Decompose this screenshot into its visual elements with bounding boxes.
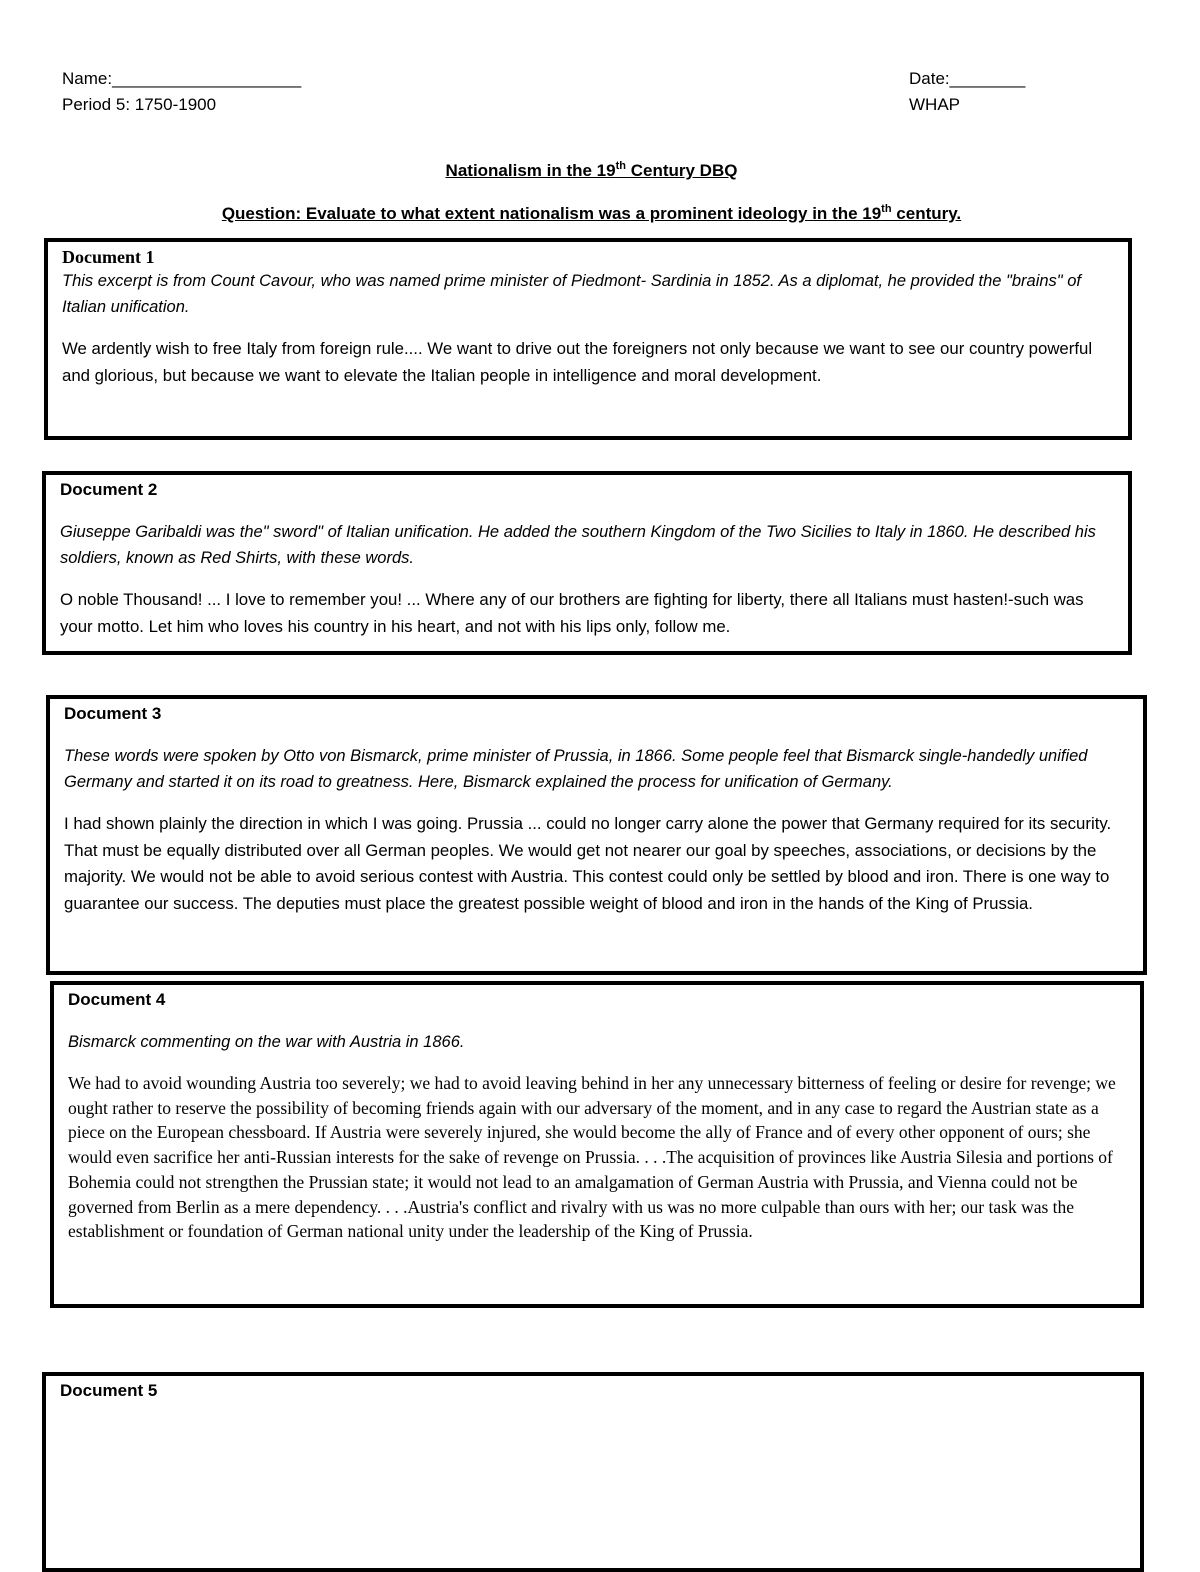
document-2-intro: Giuseppe Garibaldi was the" sword" of Italian unification. He added the southern Kingdom of the Two Sicilies to Italy in 1860. He described his soldiers, known as Red Shirts, with these words. — [60, 523, 1096, 567]
document-3-quote: I had shown plainly the direction in which I was going. Prussia ... could no longer carry alone the power that Germany required for its security. That must be equally distributed over all German peoples. We would get not nearer our goal by speeches, associations, or decisions by the majority. We would not be able to avoid serious contest with Austria. This contest could only be settled by blood and iron. There is one way to guarantee our success. The deputies must place the greatest possible weight of blood and iron in the hands of the King of Prussia. — [64, 814, 1112, 913]
document-2-label: Document 2 — [60, 480, 158, 499]
document-4-label: Document 4 — [68, 990, 166, 1009]
date-field-label: Date:________ — [909, 69, 1026, 88]
page-title: Nationalism in the 19th Century DBQ — [445, 160, 738, 180]
name-field-label: Name:____________________ — [62, 69, 302, 88]
document-3-intro: These words were spoken by Otto von Bismarck, prime minister of Prussia, in 1866. Some people feel that Bismarck single-handedly unified Germany and started it on its road to greatness. Here, Bismarck explained the process for unification of Germany. — [64, 747, 1088, 791]
header-right — [909, 66, 1025, 118]
document-1-box — [44, 238, 1132, 440]
document-5-label: Document 5 — [60, 1381, 158, 1400]
document-1-label: Document 1 — [62, 247, 155, 267]
document-1-intro: This excerpt is from Count Cavour, who was named prime minister of Piedmont- Sardinia in 1852. As a diplomat, he provided the "brains" of Italian unification. — [62, 272, 1082, 316]
document-1-quote: We ardently wish to free Italy from foreign rule.... We want to drive out the foreigners not only because we want to see our country powerful and glorious, but because we want to elevate the Italian people in intelligence and moral development. — [62, 339, 1093, 385]
document-4-intro: Bismarck commenting on the war with Austria in 1866. — [68, 1033, 465, 1051]
period-label: Period 5: 1750-1900 — [62, 95, 217, 114]
document-3-label: Document 3 — [64, 704, 162, 723]
question-prompt: Question: Evaluate to what extent nationalism was a prominent ideology in the 19th century. — [221, 203, 962, 223]
header-left — [62, 66, 301, 118]
course-label: WHAP — [909, 95, 960, 114]
document-4-quote: We had to avoid wounding Austria too severely; we had to avoid leaving behind in her any unnecessary bitterness of feeling or desire for revenge; we ought rather to reserve the possibility of becoming friends again with our adversary of the moment, and in any case to regard the Austrian state as a piece on the European chessboard. If Austria were severely injured, she would become the ally of France and of every other opponent of ours; she would even sacrifice her anti-Russian interests for the sake of revenge on Prussia. . . .The acquisition of provinces like Austria Silesia and portions of Bohemia could not strengthen the Prussian state; it would not lead to an amalgamation of German Austria with Prussia, and Vienna could not be governed from Berlin as a mere dependency. . . .Austria's conflict and rivalry with us was no more culpable than ours with her; our task was the establishment or foundation of German national unity under the leadership of the King of Prussia. — [68, 1073, 1116, 1242]
document-3-box — [46, 695, 1147, 975]
document-4-box — [50, 981, 1144, 1308]
document-2-box — [42, 471, 1132, 655]
document-2-quote: O noble Thousand! ... I love to remember you! ... Where any of our brothers are fighting for liberty, there all Italians must hasten!-such was your motto. Let him who loves his country in his heart, and not with his lips only, follow me. — [60, 590, 1084, 636]
document-5-box — [42, 1372, 1144, 1572]
